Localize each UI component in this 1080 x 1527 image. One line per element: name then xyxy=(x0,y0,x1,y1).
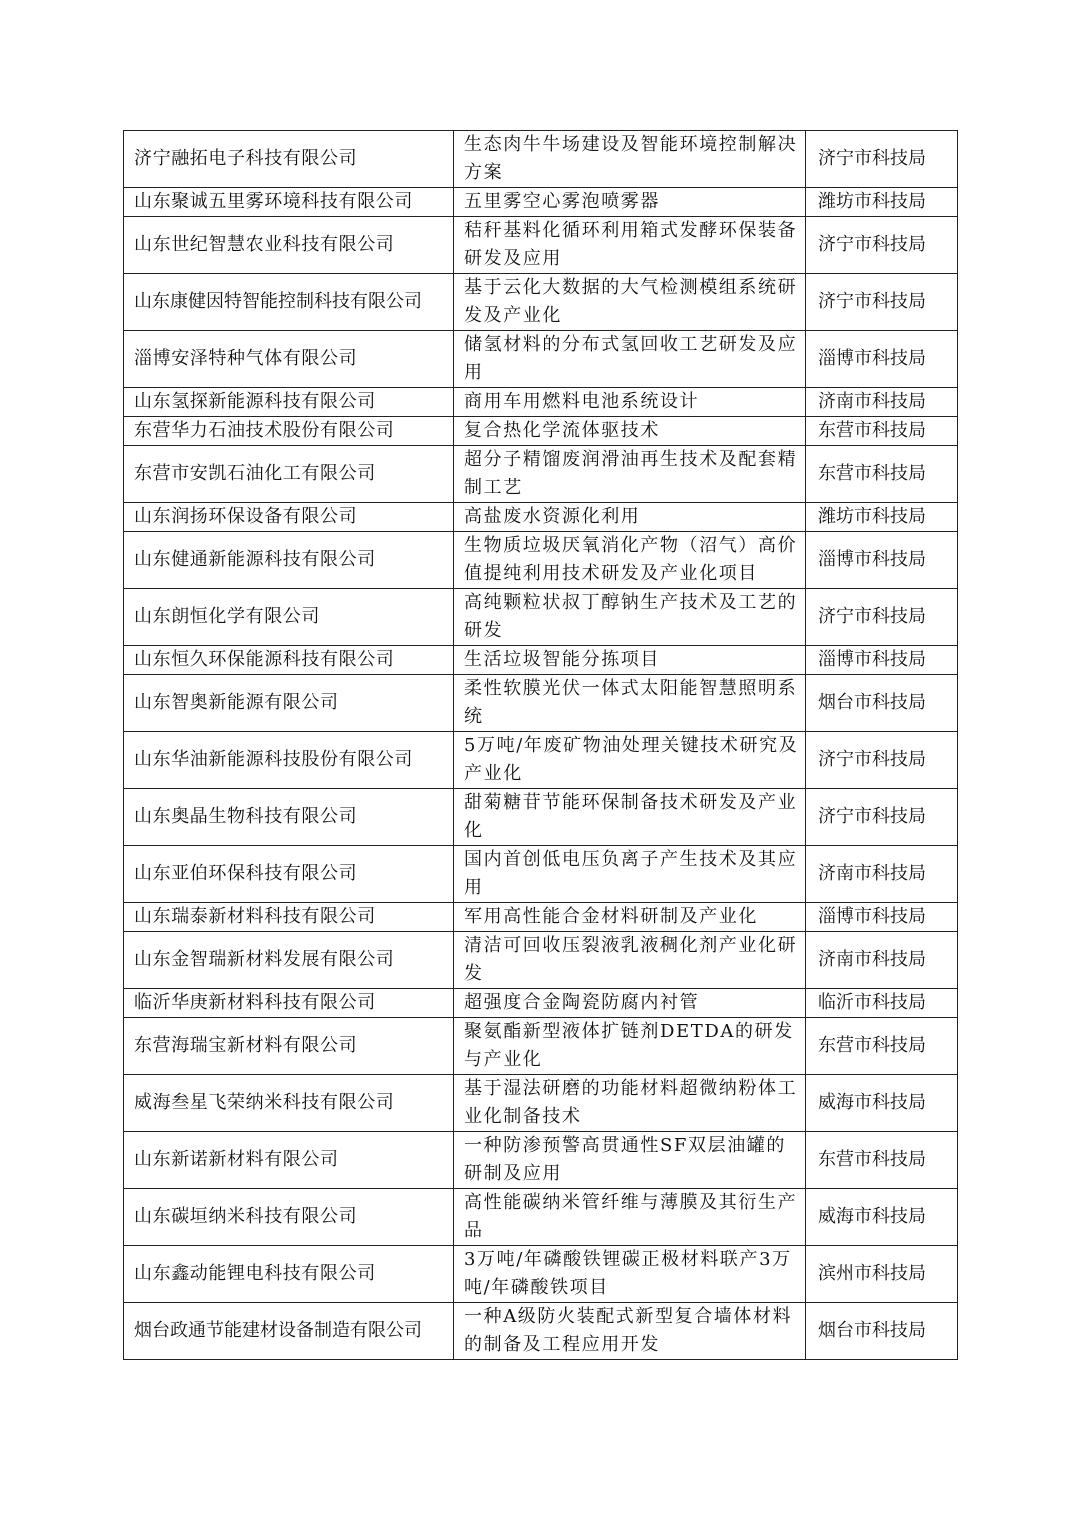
project-cell: 超强度合金陶瓷防腐内衬管 xyxy=(454,989,806,1018)
company-cell: 山东新诺新材料有限公司 xyxy=(124,1132,454,1189)
table-row xyxy=(124,217,958,274)
project-cell: 一种A级防火装配式新型复合墙体材料的制备及工程应用开发 xyxy=(454,1303,806,1360)
table-row xyxy=(124,846,958,903)
table-row xyxy=(124,589,958,646)
company-cell: 山东金智瑞新材料发展有限公司 xyxy=(124,932,454,989)
table-row xyxy=(124,932,958,989)
company-cell: 山东恒久环保能源科技有限公司 xyxy=(124,646,454,675)
table-row xyxy=(124,188,958,217)
project-cell: 国内首创低电压负离子产生技术及其应用 xyxy=(454,846,806,903)
company-cell: 烟台政通节能建材设备制造有限公司 xyxy=(124,1303,454,1360)
project-cell: 高性能碳纳米管纤维与薄膜及其衍生产品 xyxy=(454,1189,806,1246)
company-cell: 山东鑫动能锂电科技有限公司 xyxy=(124,1246,454,1303)
department-cell: 济南市科技局 xyxy=(806,846,958,903)
department-cell: 滨州市科技局 xyxy=(806,1246,958,1303)
table-row xyxy=(124,131,958,188)
project-cell: 储氢材料的分布式氢回收工艺研发及应用 xyxy=(454,331,806,388)
company-cell: 山东健通新能源科技有限公司 xyxy=(124,532,454,589)
project-cell: 商用车用燃料电池系统设计 xyxy=(454,388,806,417)
project-cell: 军用高性能合金材料研制及产业化 xyxy=(454,903,806,932)
department-cell: 济南市科技局 xyxy=(806,932,958,989)
company-cell: 东营市安凯石油化工有限公司 xyxy=(124,446,454,503)
company-cell: 山东碳垣纳米科技有限公司 xyxy=(124,1189,454,1246)
table-row xyxy=(124,1189,958,1246)
department-cell: 济南市科技局 xyxy=(806,388,958,417)
department-cell: 淄博市科技局 xyxy=(806,903,958,932)
company-cell: 山东世纪智慧农业科技有限公司 xyxy=(124,217,454,274)
table-row xyxy=(124,646,958,675)
company-cell: 山东康健因特智能控制科技有限公司 xyxy=(124,274,454,331)
department-cell: 淄博市科技局 xyxy=(806,532,958,589)
department-cell: 潍坊市科技局 xyxy=(806,188,958,217)
department-cell: 淄博市科技局 xyxy=(806,646,958,675)
table-row xyxy=(124,732,958,789)
department-cell: 潍坊市科技局 xyxy=(806,503,958,532)
project-cell: 聚氨酯新型液体扩链剂DETDA的研发与产业化 xyxy=(454,1018,806,1075)
company-cell: 山东润扬环保设备有限公司 xyxy=(124,503,454,532)
table-row xyxy=(124,675,958,732)
table-row xyxy=(124,503,958,532)
table-row xyxy=(124,989,958,1018)
project-cell: 3万吨/年磷酸铁锂碳正极材料联产3万吨/年磷酸铁项目 xyxy=(454,1246,806,1303)
company-cell: 山东氢探新能源科技有限公司 xyxy=(124,388,454,417)
table-row xyxy=(124,532,958,589)
project-cell: 基于湿法研磨的功能材料超微纳粉体工业化制备技术 xyxy=(454,1075,806,1132)
project-cell: 清洁可回收压裂液乳液稠化剂产业化研发 xyxy=(454,932,806,989)
company-cell: 东营华力石油技术股份有限公司 xyxy=(124,417,454,446)
table-row xyxy=(124,446,958,503)
project-cell: 基于云化大数据的大气检测模组系统研发及产业化 xyxy=(454,274,806,331)
department-cell: 东营市科技局 xyxy=(806,446,958,503)
company-cell: 山东瑞泰新材料科技有限公司 xyxy=(124,903,454,932)
company-cell: 山东奥晶生物科技有限公司 xyxy=(124,789,454,846)
project-cell: 五里雾空心雾泡喷雾器 xyxy=(454,188,806,217)
project-cell: 甜菊糖苷节能环保制备技术研发及产业化 xyxy=(454,789,806,846)
table-row xyxy=(124,1132,958,1189)
table-row xyxy=(124,789,958,846)
department-cell: 济宁市科技局 xyxy=(806,732,958,789)
table-row xyxy=(124,1018,958,1075)
department-cell: 烟台市科技局 xyxy=(806,675,958,732)
department-cell: 淄博市科技局 xyxy=(806,331,958,388)
project-cell: 5万吨/年废矿物油处理关键技术研究及产业化 xyxy=(454,732,806,789)
table-row xyxy=(124,1303,958,1360)
project-cell: 柔性软膜光伏一体式太阳能智慧照明系统 xyxy=(454,675,806,732)
department-cell: 济宁市科技局 xyxy=(806,131,958,188)
project-cell: 复合热化学流体驱技术 xyxy=(454,417,806,446)
department-cell: 济宁市科技局 xyxy=(806,217,958,274)
project-cell: 生活垃圾智能分拣项目 xyxy=(454,646,806,675)
department-cell: 济宁市科技局 xyxy=(806,274,958,331)
project-table xyxy=(123,130,958,1360)
department-cell: 东营市科技局 xyxy=(806,1132,958,1189)
department-cell: 东营市科技局 xyxy=(806,1018,958,1075)
table-row xyxy=(124,331,958,388)
company-cell: 山东亚伯环保科技有限公司 xyxy=(124,846,454,903)
company-cell: 东营海瑞宝新材料有限公司 xyxy=(124,1018,454,1075)
company-cell: 威海叁星飞荣纳米科技有限公司 xyxy=(124,1075,454,1132)
table-body xyxy=(124,131,958,1360)
company-cell: 济宁融拓电子科技有限公司 xyxy=(124,131,454,188)
project-cell: 一种防渗预警高贯通性SF双层油罐的研制及应用 xyxy=(454,1132,806,1189)
project-cell: 生态肉牛牛场建设及智能环境控制解决方案 xyxy=(454,131,806,188)
company-cell: 山东朗恒化学有限公司 xyxy=(124,589,454,646)
company-cell: 临沂华庚新材料科技有限公司 xyxy=(124,989,454,1018)
department-cell: 济宁市科技局 xyxy=(806,789,958,846)
project-cell: 高纯颗粒状叔丁醇钠生产技术及工艺的研发 xyxy=(454,589,806,646)
project-cell: 高盐废水资源化利用 xyxy=(454,503,806,532)
company-cell: 山东智奥新能源有限公司 xyxy=(124,675,454,732)
company-cell: 淄博安泽特种气体有限公司 xyxy=(124,331,454,388)
table-row xyxy=(124,274,958,331)
project-cell: 生物质垃圾厌氧消化产物（沼气）高价值提纯利用技术研发及产业化项目 xyxy=(454,532,806,589)
table-row xyxy=(124,1075,958,1132)
department-cell: 威海市科技局 xyxy=(806,1189,958,1246)
company-cell: 山东华油新能源科技股份有限公司 xyxy=(124,732,454,789)
department-cell: 烟台市科技局 xyxy=(806,1303,958,1360)
department-cell: 济宁市科技局 xyxy=(806,589,958,646)
table-row xyxy=(124,903,958,932)
project-cell: 超分子精馏废润滑油再生技术及配套精制工艺 xyxy=(454,446,806,503)
table-row xyxy=(124,417,958,446)
company-cell: 山东聚诚五里雾环境科技有限公司 xyxy=(124,188,454,217)
department-cell: 威海市科技局 xyxy=(806,1075,958,1132)
project-cell: 秸秆基料化循环利用箱式发酵环保装备研发及应用 xyxy=(454,217,806,274)
table-row xyxy=(124,388,958,417)
table-row xyxy=(124,1246,958,1303)
department-cell: 临沂市科技局 xyxy=(806,989,958,1018)
department-cell: 东营市科技局 xyxy=(806,417,958,446)
